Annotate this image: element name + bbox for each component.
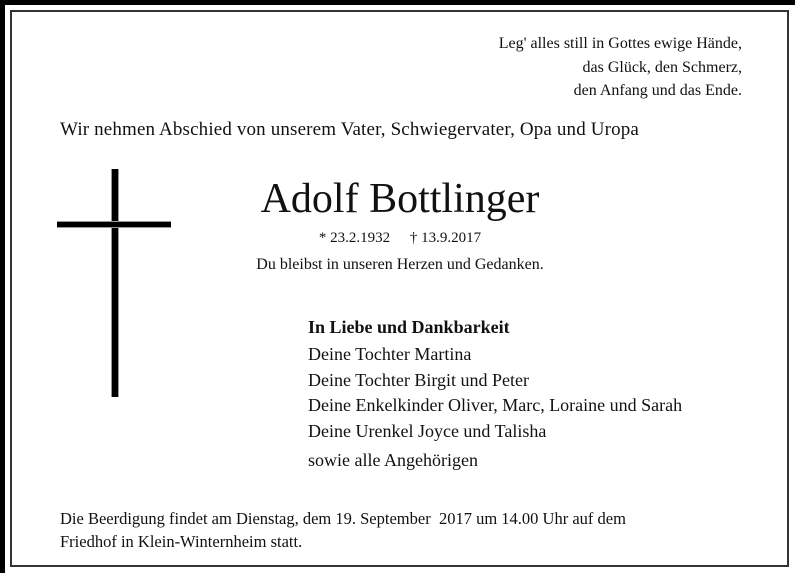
poem-line-1: Leg' alles still in Gottes ewige Hände, [498,35,742,52]
funeral-info-line-2: Friedhof in Klein-Winternheim statt. [60,532,303,551]
mourner-line: Deine Enkelkinder Oliver, Marc, Loraine und Sarah [308,395,683,415]
motto: Du bleibst in unseren Herzen und Gedanken. [256,256,544,273]
poem-line-2: das Glück, den Schmerz, [582,59,742,76]
mourner-line: Deine Tochter Birgit und Peter [308,370,530,390]
intro-text: Wir nehmen Abschied von unserem Vater, Schwiegervater, Opa und Uropa [60,119,639,140]
mourner-line: sowie alle Angehörigen [308,450,478,470]
birth-date: * 23.2.1932 [318,230,391,246]
death-date: † 13.9.2017 [409,230,482,246]
funeral-info-line-1: Die Beerdigung findet am Dienstag, dem 19. September 2017 um 14.00 Uhr auf dem [60,509,626,528]
life-dates [0,231,800,246]
poem-line-3: den Anfang und das Ende. [573,82,742,99]
deceased-name: Adolf Bottlinger [260,176,540,222]
mourners-heading: In Liebe und Dankbarkeit [308,317,510,337]
mourner-line: Deine Tochter Martina [308,344,472,364]
mourner-line: Deine Urenkel Joyce und Talisha [308,421,547,441]
